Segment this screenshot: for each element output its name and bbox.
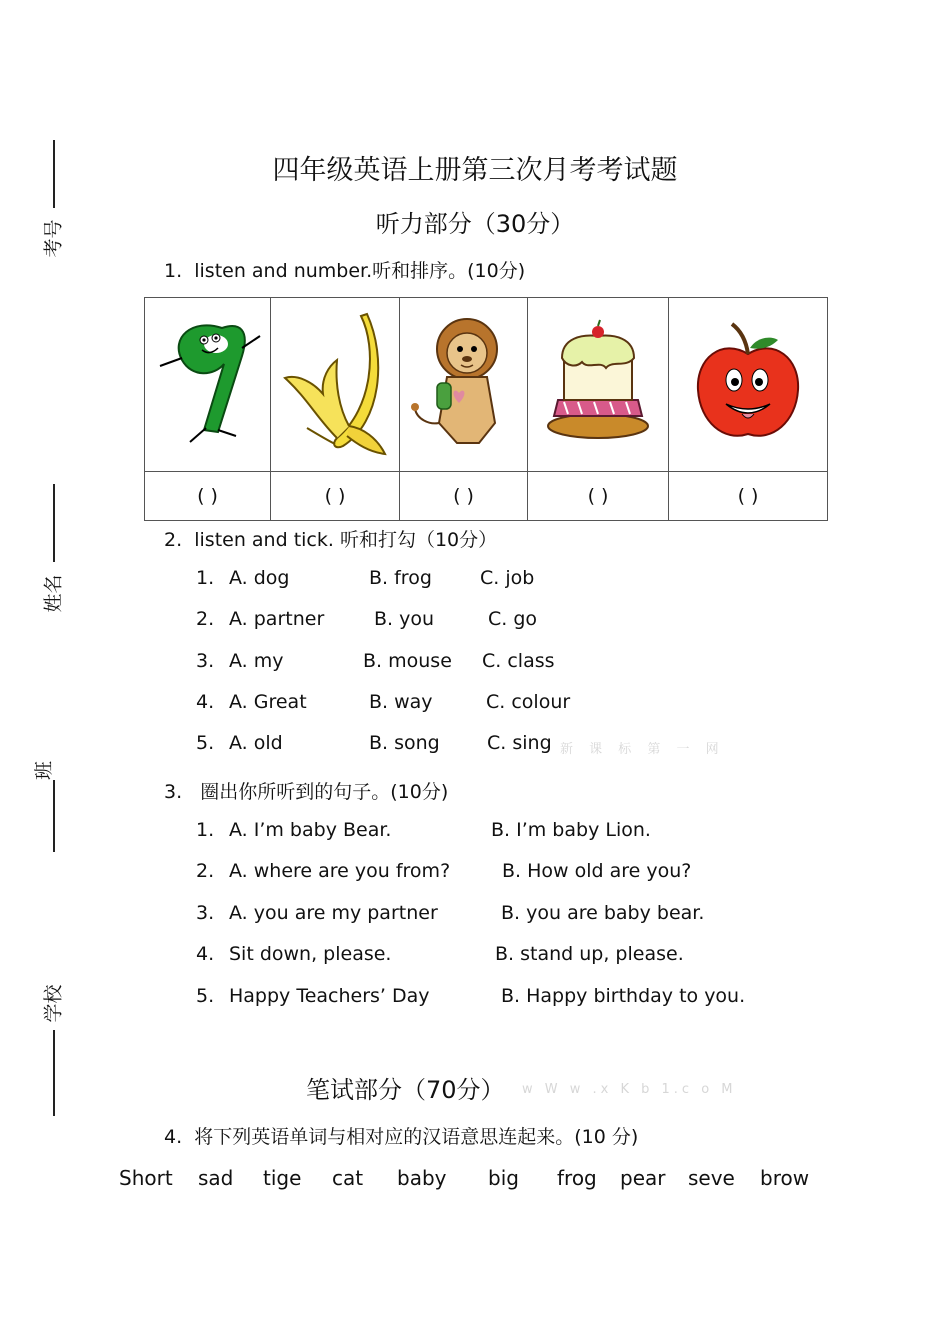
question-number: 3. [164, 781, 183, 803]
match-word[interactable]: tige [263, 1166, 302, 1190]
cake-icon [542, 318, 654, 448]
binding-line-4 [53, 1030, 55, 1116]
picture-cell [669, 298, 828, 472]
q2-option-a[interactable]: A. my [229, 650, 284, 672]
answer-blank[interactable]: ( ) [145, 472, 271, 521]
question-number: 4. [164, 1126, 183, 1148]
q3-item-number: 4. [196, 943, 215, 965]
q3-option-a[interactable]: Sit down, please. [229, 943, 392, 965]
binding-line-3 [53, 780, 55, 852]
q2-option-c[interactable]: C. colour [486, 691, 571, 713]
q3-option-b[interactable]: B. I’m baby Lion. [491, 819, 651, 841]
q3-option-a[interactable]: A. you are my partner [229, 902, 438, 924]
q2-option-c[interactable]: C. class [482, 650, 555, 672]
q2-option-b[interactable]: B. song [369, 732, 440, 754]
question-number: 1. [164, 260, 183, 282]
q3-option-b[interactable]: B. stand up, please. [495, 943, 684, 965]
question-1 [164, 256, 525, 283]
match-word[interactable]: big [488, 1166, 519, 1190]
q2-option-a[interactable]: A. partner [229, 608, 325, 630]
match-word[interactable]: Short [119, 1166, 173, 1190]
question-3 [164, 777, 448, 804]
q2-item-number: 2. [196, 608, 215, 630]
answer-blank[interactable]: ( ) [400, 472, 528, 521]
q2-option-c[interactable]: C. job [480, 567, 535, 589]
match-word[interactable]: seve [688, 1166, 735, 1190]
answer-blank[interactable]: ( ) [271, 472, 400, 521]
watermark: 新 课 标 第 一 网 [560, 742, 725, 757]
q2-option-c[interactable]: C. go [488, 608, 538, 630]
q2-option-a[interactable]: A. old [229, 732, 283, 754]
q2-option-b[interactable]: B. frog [369, 567, 432, 589]
match-word[interactable]: brow [760, 1166, 810, 1190]
match-word[interactable]: pear [620, 1166, 666, 1190]
q2-item-number: 1. [196, 567, 215, 589]
watermark: w W w .x K b 1.c o M [522, 1082, 737, 1097]
name-label: 姓名 [42, 574, 65, 613]
match-word[interactable]: cat [332, 1166, 364, 1190]
q3-item-number: 1. [196, 819, 215, 841]
q2-item-number: 3. [196, 650, 215, 672]
apple-icon [692, 318, 804, 448]
q3-item-number: 3. [196, 902, 215, 924]
question-number: 2. [164, 529, 183, 551]
class-label: 班 [33, 760, 56, 781]
listening-section-header: 听力部分（30分） [375, 210, 575, 238]
question-text: listen and number.听和排序。(10分) [194, 260, 526, 282]
q2-option-b[interactable]: B. you [374, 608, 435, 630]
answer-blank[interactable]: ( ) [528, 472, 669, 521]
q2-option-a[interactable]: A. Great [229, 691, 307, 713]
nine-icon [152, 318, 264, 448]
q3-option-a[interactable]: A. where are you from? [229, 860, 451, 882]
q2-option-a[interactable]: A. dog [229, 567, 290, 589]
answer-blank[interactable]: ( ) [669, 472, 828, 521]
q3-option-b[interactable]: B. How old are you? [502, 860, 692, 882]
question-text: 圈出你所听到的句子。(10分) [200, 781, 449, 803]
match-word[interactable]: sad [198, 1166, 234, 1190]
writing-section-header: 笔试部分（70分） [306, 1076, 505, 1104]
banana-icon [277, 308, 393, 458]
question-text: listen and tick. 听和打勾（10分） [194, 529, 498, 551]
picture-table [144, 297, 828, 521]
q3-option-a[interactable]: A. I’m baby Bear. [229, 819, 392, 841]
question-4 [164, 1122, 638, 1149]
picture-cell [271, 298, 400, 472]
q3-option-a[interactable]: Happy Teachers’ Day [229, 985, 430, 1007]
q2-option-b[interactable]: B. mouse [363, 650, 452, 672]
picture-cell [528, 298, 669, 472]
match-word[interactable]: baby [397, 1166, 447, 1190]
picture-cell [145, 298, 271, 472]
q3-item-number: 5. [196, 985, 215, 1007]
lion-icon [409, 313, 519, 453]
q2-option-b[interactable]: B. way [369, 691, 433, 713]
page-title: 四年级英语上册第三次月考考试题 [272, 155, 678, 186]
q3-item-number: 2. [196, 860, 215, 882]
q2-item-number: 5. [196, 732, 215, 754]
exam-number-label: 考号 [42, 219, 65, 258]
question-2 [164, 525, 497, 552]
question-text: 将下列英语单词与相对应的汉语意思连起来。(10 分) [194, 1126, 639, 1148]
binding-line-2 [53, 484, 55, 562]
match-word[interactable]: frog [557, 1166, 597, 1190]
q2-item-number: 4. [196, 691, 215, 713]
q3-option-b[interactable]: B. you are baby bear. [501, 902, 705, 924]
picture-cell [400, 298, 528, 472]
q2-option-c[interactable]: C. sing [487, 732, 552, 754]
q3-option-b[interactable]: B. Happy birthday to you. [501, 985, 746, 1007]
school-label: 学校 [42, 984, 65, 1023]
